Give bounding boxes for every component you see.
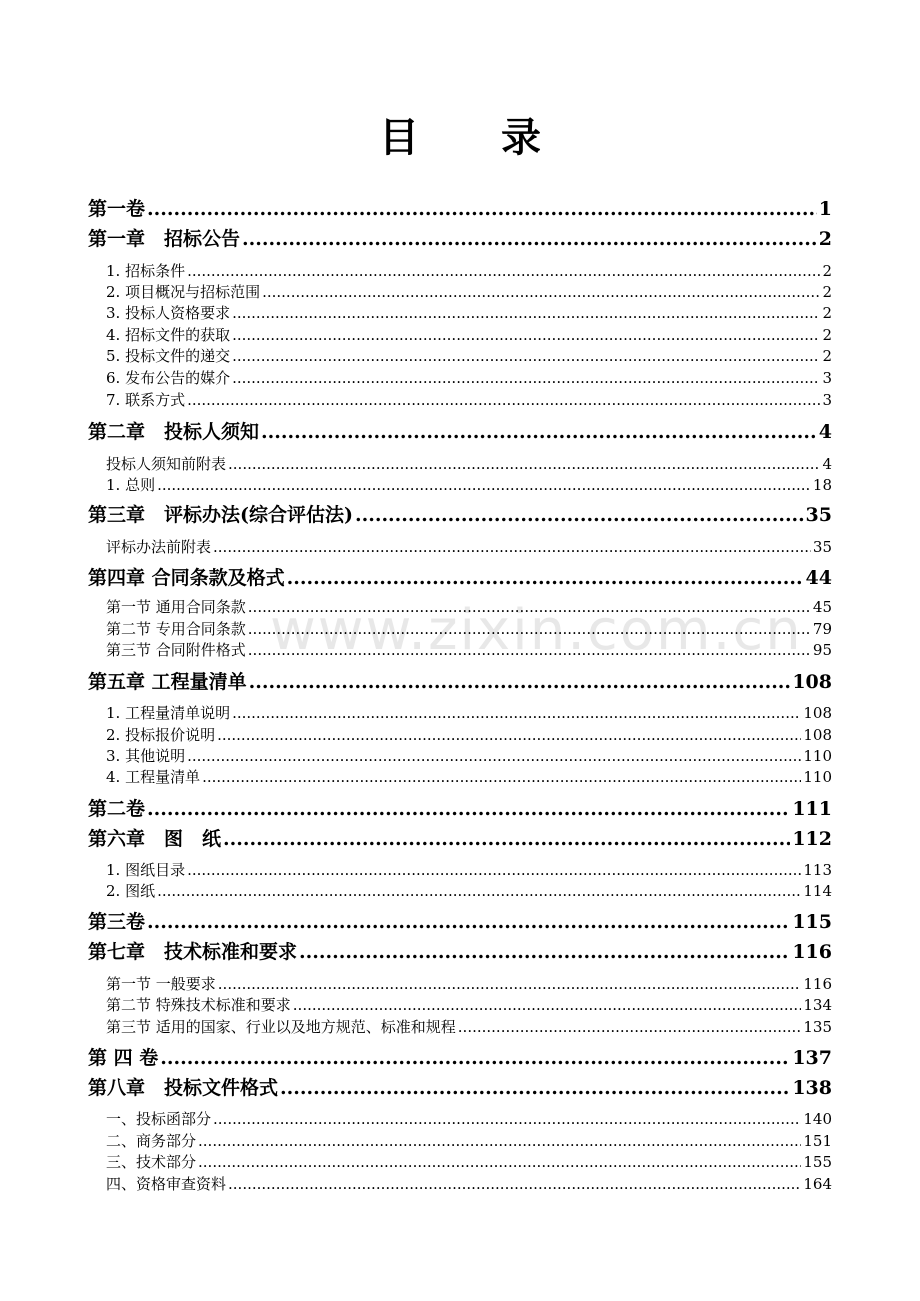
dot-leader: [213, 1109, 801, 1130]
dot-leader: [228, 454, 820, 475]
toc-entry-label: 第一卷: [88, 198, 146, 220]
toc-item[interactable]: [0, 640, 920, 661]
dot-leader: [232, 325, 820, 346]
toc-page-number: 138: [792, 1077, 832, 1099]
toc-entry-label: 三、技术部分: [106, 1153, 197, 1171]
toc-heading[interactable]: [0, 797, 920, 821]
toc-item[interactable]: [0, 537, 920, 558]
toc-page-number: 137: [792, 1047, 832, 1069]
dot-leader: [187, 390, 820, 411]
toc-page-number: 115: [792, 911, 832, 933]
toc-item[interactable]: [0, 303, 920, 324]
toc-entry-label: 3. 其他说明: [106, 747, 186, 765]
toc-item[interactable]: [0, 1017, 920, 1038]
toc-page-number: 2: [822, 347, 832, 365]
toc-page-number: 2: [822, 326, 832, 344]
toc-entry-label: 2. 项目概况与招标范围: [106, 283, 261, 301]
toc-item[interactable]: [0, 860, 920, 881]
toc-page-number: 3: [822, 391, 832, 409]
toc-page-number: 3: [822, 369, 832, 387]
toc-heading[interactable]: [0, 227, 920, 251]
toc-entry-label: 3. 投标人资格要求: [106, 304, 231, 322]
toc-entry-label: 第四章 合同条款及格式: [88, 567, 285, 589]
toc-page-number: 111: [792, 798, 832, 820]
toc-item[interactable]: [0, 261, 920, 282]
dot-leader: [355, 503, 804, 527]
dot-leader: [280, 1076, 790, 1100]
toc-entry-label: 四、资格审查资料: [106, 1175, 227, 1193]
toc-page-number: 114: [803, 882, 832, 900]
toc-entry-label: 第二节 特殊技术标准和要求: [106, 996, 291, 1014]
dot-leader: [458, 1017, 802, 1038]
dot-leader: [232, 703, 801, 724]
toc-entry-label: 第五章 工程量清单: [88, 671, 247, 693]
toc-item[interactable]: [0, 1131, 920, 1152]
dot-leader: [187, 746, 801, 767]
toc-page-number: 116: [792, 941, 832, 963]
dot-leader: [202, 767, 801, 788]
toc-entry-label: 评标办法前附表: [106, 538, 212, 556]
toc-entry-label: 2. 投标报价说明: [106, 726, 216, 744]
toc-entry-label: 7. 联系方式: [106, 391, 186, 409]
toc-page-number: 140: [803, 1110, 832, 1128]
toc-entry-label: 1. 招标条件: [106, 262, 186, 280]
toc-item[interactable]: [0, 368, 920, 389]
dot-leader: [223, 827, 790, 851]
toc-heading[interactable]: [0, 503, 920, 527]
toc-entry-label: 第二卷: [88, 798, 146, 820]
toc-page-number: 112: [792, 828, 832, 850]
dot-leader: [213, 537, 811, 558]
toc-entry-label: 第一节 一般要求: [106, 975, 216, 993]
dot-leader: [147, 910, 790, 934]
toc-page-number: 113: [803, 861, 832, 879]
toc-entry-label: 6. 发布公告的媒介: [106, 369, 231, 387]
toc-item[interactable]: [0, 454, 920, 475]
toc-heading[interactable]: [0, 197, 920, 221]
toc-entry-label: 4. 招标文件的获取: [106, 326, 231, 344]
dot-leader: [249, 670, 791, 694]
toc-item[interactable]: [0, 995, 920, 1016]
dot-leader: [242, 227, 817, 251]
toc-page-number: 151: [803, 1132, 832, 1150]
dot-leader: [218, 974, 802, 995]
toc-page-number: 44: [805, 567, 832, 589]
toc-entry-label: 一、投标函部分: [106, 1110, 212, 1128]
dot-leader: [187, 860, 801, 881]
toc-item[interactable]: [0, 767, 920, 788]
toc-item[interactable]: [0, 475, 920, 496]
dot-leader: [157, 475, 811, 496]
toc-heading[interactable]: [0, 1046, 920, 1070]
toc-page-number: 108: [803, 726, 832, 744]
toc-entry-label: 第三节 适用的国家、行业以及地方规范、标准和规程: [106, 1018, 456, 1036]
toc-item[interactable]: [0, 390, 920, 411]
toc-heading[interactable]: [0, 566, 920, 590]
toc-heading[interactable]: [0, 420, 920, 444]
toc-page-number: 155: [803, 1153, 832, 1171]
toc-item[interactable]: [0, 703, 920, 724]
toc-page-number: 110: [803, 747, 832, 765]
toc-page-number: 164: [803, 1175, 832, 1193]
dot-leader: [248, 597, 811, 618]
dot-leader: [228, 1174, 801, 1195]
toc-item[interactable]: [0, 881, 920, 902]
toc-page-number: 134: [803, 996, 832, 1014]
dot-leader: [232, 303, 820, 324]
toc-entry-label: 第 四 卷: [88, 1047, 159, 1069]
toc-page-number: 18: [812, 476, 832, 494]
dot-leader: [198, 1152, 801, 1173]
toc-entry-label: 二、商务部分: [106, 1132, 197, 1150]
toc-item[interactable]: [0, 974, 920, 995]
dot-leader: [198, 1131, 801, 1152]
dot-leader: [147, 797, 790, 821]
toc-page-number: 135: [803, 1018, 832, 1036]
dot-leader: [160, 1046, 790, 1070]
toc-page-number: 108: [792, 671, 832, 693]
toc-entry-label: 2. 图纸: [106, 882, 156, 900]
toc-heading[interactable]: [0, 1076, 920, 1100]
toc-entry-label: 第一章 招标公告: [88, 228, 241, 250]
toc-page-number: 1: [818, 198, 832, 220]
toc-heading[interactable]: [0, 940, 920, 964]
toc-item[interactable]: [0, 619, 920, 640]
toc-item[interactable]: [0, 1152, 920, 1173]
dot-leader: [299, 940, 790, 964]
toc-entry-label: 投标人须知前附表: [106, 455, 227, 473]
toc-page-number: 110: [803, 768, 832, 786]
toc-entry-label: 第六章 图 纸: [88, 828, 222, 850]
toc-page-number: 4: [818, 421, 832, 443]
toc-page-number: 108: [803, 704, 832, 722]
toc-item[interactable]: [0, 1174, 920, 1195]
toc-entry-label: 1. 图纸目录: [106, 861, 186, 879]
toc-item[interactable]: [0, 1109, 920, 1130]
dot-leader: [217, 725, 801, 746]
toc-item[interactable]: [0, 325, 920, 346]
toc-item[interactable]: [0, 597, 920, 618]
toc-entry-label: 1. 工程量清单说明: [106, 704, 231, 722]
toc-page-number: 2: [822, 283, 832, 301]
toc-page-number: 2: [818, 228, 832, 250]
watermark: www.zixin.com.cn: [270, 598, 803, 663]
toc-entry-label: 第三章 评标办法(综合评估法): [88, 504, 353, 526]
dot-leader: [232, 368, 820, 389]
toc-item[interactable]: [0, 746, 920, 767]
toc-item[interactable]: [0, 282, 920, 303]
toc-entry-label: 第二章 投标人须知: [88, 421, 260, 443]
toc-entry-label: 4. 工程量清单: [106, 768, 201, 786]
toc-entry-label: 5. 投标文件的递交: [106, 347, 231, 365]
toc-page-number: 45: [812, 598, 832, 616]
dot-leader: [232, 346, 820, 367]
dot-leader: [287, 566, 804, 590]
toc-page-number: 2: [822, 304, 832, 322]
toc-entry-label: 第二节 专用合同条款: [106, 620, 246, 638]
toc-entry-label: 第八章 投标文件格式: [88, 1077, 279, 1099]
toc-item[interactable]: [0, 725, 920, 746]
toc-entry-label: 1. 总则: [106, 476, 156, 494]
toc-item[interactable]: [0, 346, 920, 367]
toc-page-number: 35: [805, 504, 832, 526]
toc-page-number: 35: [812, 538, 832, 556]
toc-entry-label: 第一节 通用合同条款: [106, 598, 246, 616]
toc-heading[interactable]: [0, 670, 920, 694]
toc-page-number: 2: [822, 262, 832, 280]
dot-leader: [262, 282, 820, 303]
toc-heading[interactable]: [0, 910, 920, 934]
toc-entry-label: 第三卷: [88, 911, 146, 933]
dot-leader: [261, 420, 817, 444]
toc-entry-label: 第七章 技术标准和要求: [88, 941, 298, 963]
toc-heading[interactable]: [0, 827, 920, 851]
toc-page-number: 79: [812, 620, 832, 638]
dot-leader: [157, 881, 801, 902]
dot-leader: [248, 640, 811, 661]
page-title: 目 录: [379, 114, 575, 161]
toc-page-number: 4: [822, 455, 832, 473]
dot-leader: [147, 197, 817, 221]
dot-leader: [293, 995, 802, 1016]
dot-leader: [248, 619, 811, 640]
toc-page-number: 116: [803, 975, 832, 993]
toc-page-number: 95: [812, 641, 832, 659]
dot-leader: [187, 261, 820, 282]
toc-entry-label: 第三节 合同附件格式: [106, 641, 246, 659]
